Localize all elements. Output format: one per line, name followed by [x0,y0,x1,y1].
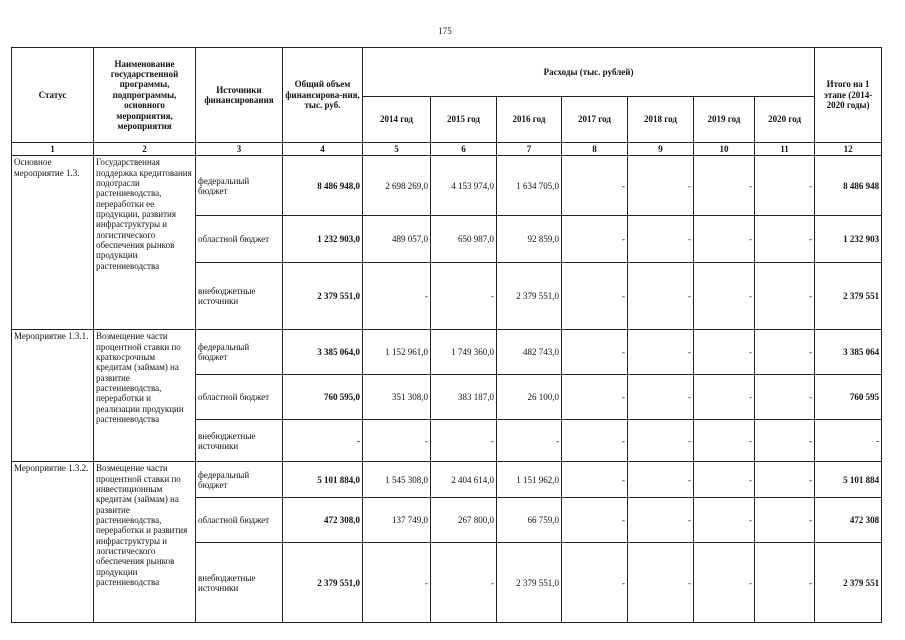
year-cell: 267 800,0 [431,498,497,543]
page-number: 175 [438,26,452,36]
year-cell: - [755,330,815,375]
year-cell: - [694,543,755,623]
year-cell: - [694,420,755,462]
year-cell: - [628,420,694,462]
name-cell: Возмещение части процентной ставки по инвестиционным кредитам (займам) на развитие растениеводства, переработки и развития инфраструктуры и логистического обеспечения рынков продукции растениеводства [94,462,196,623]
year-cell: 650 987,0 [431,216,497,263]
column-number-row [12,143,882,156]
source-cell: внебюджетные источники [196,263,283,330]
year-cell: - [694,156,755,216]
table-header [12,48,882,156]
header-name: Наименование государственной программы, подпрограммы, основного мероприятия, мероприятия [94,48,196,143]
year-cell: - [562,263,628,330]
source-cell: федеральный бюджет [196,330,283,375]
year-cell: - [562,498,628,543]
year-cell: - [755,420,815,462]
total-cell: 3 385 064,0 [283,330,363,375]
year-cell: 92 859,0 [497,216,562,263]
year-cell: 2 404 614,0 [431,462,497,498]
year-cell: 1 634 705,0 [497,156,562,216]
column-number: 8 [562,143,628,156]
column-number: 9 [628,143,694,156]
itogo-cell: 1 232 903 [815,216,882,263]
year-cell: - [694,263,755,330]
header-year: 2019 год [694,97,755,143]
total-cell: 472 308,0 [283,498,363,543]
year-cell: - [628,498,694,543]
source-cell: областной бюджет [196,375,283,420]
column-number: 5 [363,143,431,156]
total-cell: 8 486 948,0 [283,156,363,216]
year-cell: 482 743,0 [497,330,562,375]
year-cell: 4 153 974,0 [431,156,497,216]
column-number: 12 [815,143,882,156]
header-status: Статус [12,48,94,143]
year-cell: - [755,462,815,498]
year-cell: - [562,375,628,420]
header-expenses: Расходы (тыс. рублей) [363,48,815,97]
year-cell: - [363,263,431,330]
year-cell: - [628,375,694,420]
year-cell: - [562,420,628,462]
header-year: 2014 год [363,97,431,143]
year-cell: - [363,420,431,462]
itogo-cell: 5 101 884 [815,462,882,498]
year-cell: - [755,156,815,216]
budget-table [11,47,882,623]
header-total-volume: Общий объем финансирова-ния, тыс. руб. [283,48,363,143]
total-cell: 5 101 884,0 [283,462,363,498]
year-cell: - [628,462,694,498]
total-cell: 2 379 551,0 [283,263,363,330]
itogo-cell: 3 385 064 [815,330,882,375]
year-cell: - [628,330,694,375]
year-cell: - [694,216,755,263]
header-year: 2017 год [562,97,628,143]
source-cell: внебюджетные источники [196,420,283,462]
source-cell: областной бюджет [196,498,283,543]
column-number: 4 [283,143,363,156]
year-cell: - [694,498,755,543]
year-cell: 383 187,0 [431,375,497,420]
year-cell: - [431,420,497,462]
year-cell: - [755,216,815,263]
year-cell: - [694,462,755,498]
source-cell: областной бюджет [196,216,283,263]
source-cell: внебюджетные источники [196,543,283,623]
header-year: 2018 год [628,97,694,143]
year-cell: 2 379 551,0 [497,543,562,623]
column-number: 1 [12,143,94,156]
year-cell: 26 100,0 [497,375,562,420]
header-year: 2020 год [755,97,815,143]
itogo-cell: 2 379 551 [815,263,882,330]
year-cell: - [431,543,497,623]
total-cell: 760 595,0 [283,375,363,420]
status-cell: Основное мероприятие 1.3. [12,156,94,330]
year-cell: 1 749 360,0 [431,330,497,375]
year-cell: - [562,462,628,498]
total-cell: - [283,420,363,462]
column-number: 10 [694,143,755,156]
column-number: 3 [196,143,283,156]
year-cell: 351 308,0 [363,375,431,420]
total-cell: 1 232 903,0 [283,216,363,263]
year-cell: - [628,156,694,216]
year-cell: 2 698 269,0 [363,156,431,216]
year-cell: - [694,330,755,375]
table-row [12,462,882,498]
year-cell: 2 379 551,0 [497,263,562,330]
header-sources: Источники финансирования [196,48,283,143]
itogo-cell: 2 379 551 [815,543,882,623]
status-cell: Мероприятие 1.3.1. [12,330,94,462]
year-cell: 1 152 961,0 [363,330,431,375]
header-year: 2015 год [431,97,497,143]
total-cell: 2 379 551,0 [283,543,363,623]
year-cell: - [755,375,815,420]
itogo-cell: 8 486 948 [815,156,882,216]
year-cell: 489 057,0 [363,216,431,263]
year-cell: - [562,543,628,623]
year-cell: - [694,375,755,420]
column-number: 2 [94,143,196,156]
table-row [12,330,882,375]
source-cell: федеральный бюджет [196,156,283,216]
year-cell: - [628,216,694,263]
year-cell: 1 151 962,0 [497,462,562,498]
year-cell: - [755,263,815,330]
year-cell: - [497,420,562,462]
itogo-cell: 472 308 [815,498,882,543]
source-cell: федеральный бюджет [196,462,283,498]
name-cell: Возмещение части процентной ставки по краткосрочным кредитам (займам) на развитие растениеводства, переработки и реализации продукции растениеводства [94,330,196,462]
year-cell: 137 749,0 [363,498,431,543]
itogo-cell: - [815,420,882,462]
year-cell: - [363,543,431,623]
column-number: 7 [497,143,562,156]
year-cell: - [431,263,497,330]
name-cell: Государственная поддержка кредитования подотрасли растениеводства, переработки ее продукции, развития инфраструктуры и логистического обеспечения рынков продукции растениеводства [94,156,196,330]
year-cell: - [562,330,628,375]
column-number: 6 [431,143,497,156]
year-cell: - [562,216,628,263]
year-cell: - [755,543,815,623]
year-cell: 1 545 308,0 [363,462,431,498]
header-year: 2016 год [497,97,562,143]
table-row [12,156,882,216]
year-cell: 66 759,0 [497,498,562,543]
column-number: 11 [755,143,815,156]
year-cell: - [628,543,694,623]
year-cell: - [562,156,628,216]
itogo-cell: 760 595 [815,375,882,420]
year-cell: - [628,263,694,330]
header-itogo: Итого на 1 этапе (2014-2020 годы) [815,48,882,143]
year-cell: - [755,498,815,543]
status-cell: Мероприятие 1.3.2. [12,462,94,623]
